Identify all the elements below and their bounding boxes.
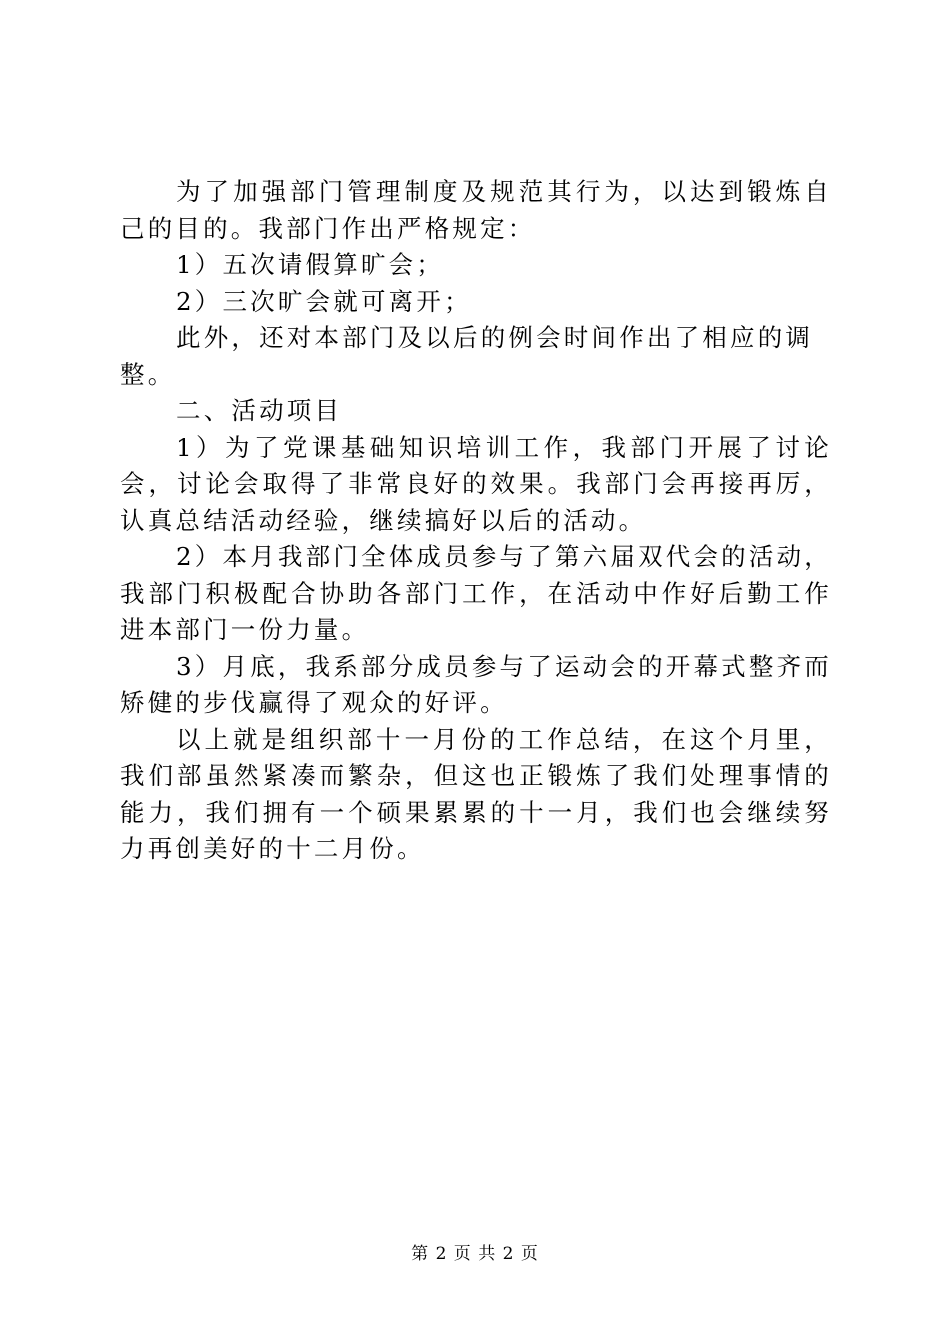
paragraph-adjustment: 此外，还对本部门及以后的例会时间作出了相应的调整。 [120,323,814,389]
paragraph-conclusion: 以上就是组织部十一月份的工作总结，在这个月里，我们部虽然紧凑而繁杂，但这也正锻炼了我们处理事情的能力，我们拥有一个硕果累累的十一月，我们也会继续努力再创美好的十二月份。 [120,724,832,863]
document-body [120,174,832,868]
paragraph-intro: 为了加强部门管理制度及规范其行为，以达到锻炼自己的目的。我部门作出严格规定： [120,177,832,243]
paragraph-activity-2: 2）本月我部门全体成员参与了第六届双代会的活动，我部门积极配合协助各部门工作，在活动中作好后勤工作进本部门一份力量。 [120,542,832,644]
paragraph-activity-3: 3）月底，我系部分成员参与了运动会的开幕式整齐而矫健的步伐赢得了观众的好评。 [120,651,832,717]
paragraph-activity-1: 1）为了党课基础知识培训工作，我部门开展了讨论会，讨论会取得了非常良好的效果。我部门会再接再厉，认真总结活动经验，继续搞好以后的活动。 [120,432,832,535]
section-heading-activities: 二、活动项目 [176,396,343,425]
page-footer: 第 2 页 共 2 页 [411,1244,539,1264]
paragraph-rule-1: 1）五次请假算旷会； [176,250,445,279]
paragraph-rule-2: 2）三次旷会就可离开； [176,286,472,316]
